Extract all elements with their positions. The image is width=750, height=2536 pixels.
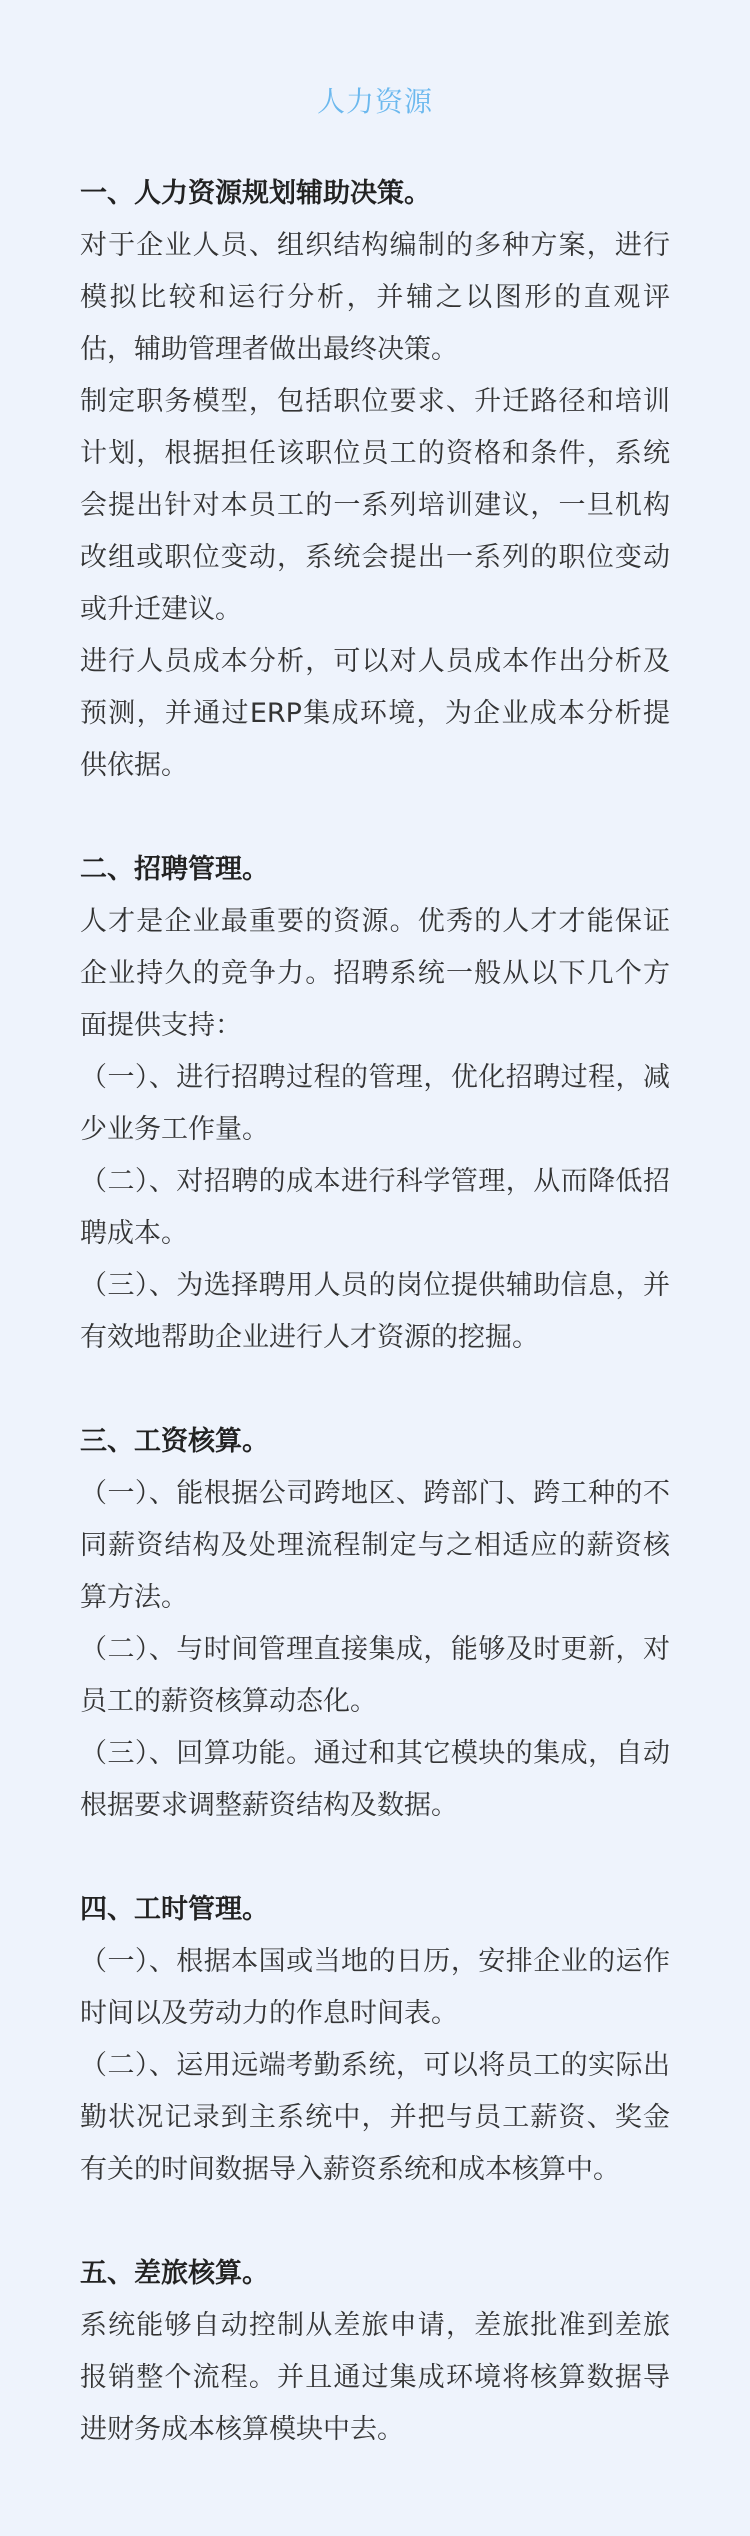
section-payroll [80, 1416, 670, 1832]
paragraph: 对于企业人员、组织结构编制的多种方案，进行模拟比较和运行分析，并辅之以图形的直观评估，辅助管理者做出最终决策。 [80, 230, 670, 365]
section-time-management [80, 1884, 670, 2196]
paragraph: 系统能够自动控制从差旅申请，差旅批准到差旅报销整个流程。并且通过集成环境将核算数据导进财务成本核算模块中去。 [80, 2310, 670, 2445]
paragraph: 进行人员成本分析，可以对人员成本作出分析及预测，并通过ERP集成环境，为企业成本分析提供依据。 [80, 646, 670, 781]
paragraph: （二）、对招聘的成本进行科学管理，从而降低招聘成本。 [80, 1166, 670, 1249]
paragraph: （二）、与时间管理直接集成，能够及时更新，对员工的薪资核算动态化。 [80, 1634, 670, 1717]
page-title: 人力资源 [316, 85, 433, 118]
paragraph: 制定职务模型，包括职位要求、升迁路径和培训计划，根据担任该职位员工的资格和条件，系统会提出针对本员工的一系列培训建议，一旦机构改组或职位变动，系统会提出一系列的职位变动或升迁建议。 [80, 386, 670, 625]
paragraph: （一）、能根据公司跨地区、跨部门、跨工种的不同薪资结构及处理流程制定与之相适应的薪资核算方法。 [80, 1478, 670, 1613]
paragraph: （三）、为选择聘用人员的岗位提供辅助信息，并有效地帮助企业进行人才资源的挖掘。 [80, 1270, 670, 1353]
section-heading: 二、招聘管理。 [80, 854, 269, 885]
section-hr-planning [80, 168, 670, 792]
section-travel-accounting [80, 2248, 670, 2456]
paragraph: （三）、回算功能。通过和其它模块的集成，自动根据要求调整薪资结构及数据。 [80, 1738, 670, 1821]
section-heading: 四、工时管理。 [80, 1894, 269, 1925]
paragraph: 人才是企业最重要的资源。优秀的人才才能保证企业持久的竞争力。招聘系统一般从以下几个方面提供支持： [80, 906, 670, 1041]
section-heading: 五、差旅核算。 [80, 2258, 269, 2289]
paragraph: （二）、运用远端考勤系统，可以将员工的实际出勤状况记录到主系统中，并把与员工薪资、奖金有关的时间数据导入薪资系统和成本核算中。 [80, 2050, 670, 2185]
paragraph: （一）、进行招聘过程的管理，优化招聘过程，减少业务工作量。 [80, 1062, 670, 1145]
section-heading: 一、人力资源规划辅助决策。 [80, 178, 431, 209]
paragraph: （一）、根据本国或当地的日历，安排企业的运作时间以及劳动力的作息时间表。 [80, 1946, 670, 2029]
section-heading: 三、工资核算。 [80, 1426, 269, 1457]
section-recruitment [80, 844, 670, 1364]
